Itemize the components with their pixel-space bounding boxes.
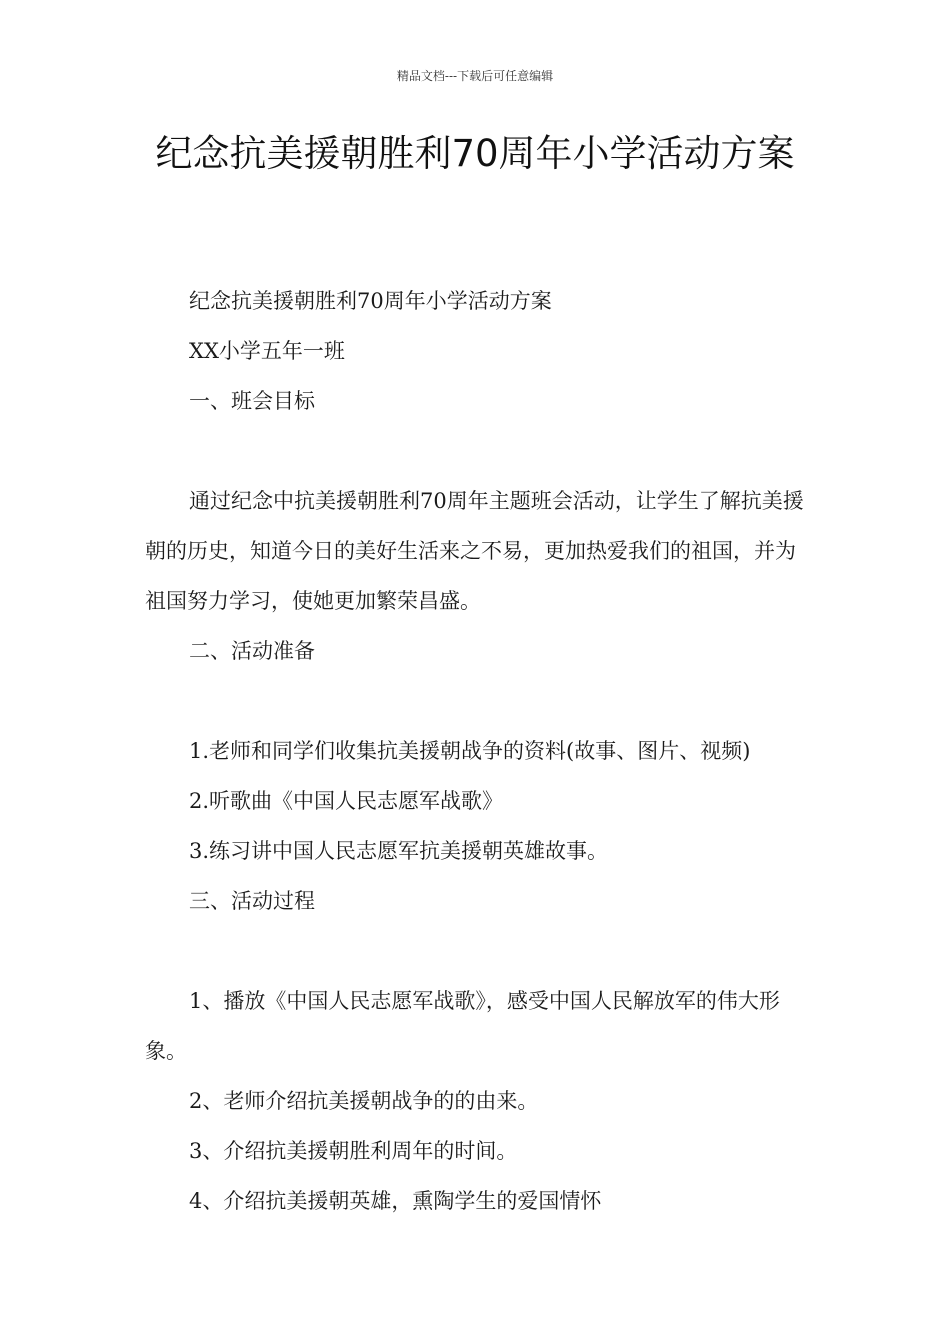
section-heading-process: 三、活动过程: [189, 889, 315, 913]
list-item-process-3: 3、介绍抗美援朝胜利周年的时间。: [189, 1139, 518, 1163]
blank-line: [145, 676, 807, 726]
blank-line: [145, 926, 807, 976]
document-title: 纪念抗美援朝胜利70周年小学活动方案: [155, 132, 795, 175]
list-item-process-4: 4、介绍抗美援朝英雄，熏陶学生的爱国情怀: [189, 1189, 602, 1213]
blank-line: [145, 426, 807, 476]
section-heading-goals: 一、班会目标: [189, 389, 315, 413]
list-item-preparation-3: 3.练习讲中国人民志愿军抗美援朝英雄故事。: [189, 839, 609, 863]
paragraph-goals: 通过纪念中抗美援朝胜利70周年主题班会活动，让学生了解抗美援朝的历史，知道今日的美好生活来之不易，更加热爱我们的祖国，并为祖国努力学习，使她更加繁荣昌盛。: [145, 489, 804, 613]
document-body: [145, 276, 807, 1226]
list-item-preparation-1: 1.老师和同学们收集抗美援朝战争的资料(故事、图片、视频): [189, 739, 751, 763]
paragraph-class-name: XX小学五年一班: [189, 339, 345, 363]
list-item-process-1: 1、播放《中国人民志愿军战歌》，感受中国人民解放军的伟大形象。: [145, 989, 780, 1063]
list-item-process-2: 2、老师介绍抗美援朝战争的的由来。: [189, 1089, 539, 1113]
section-heading-preparation: 二、活动准备: [189, 639, 315, 663]
paragraph-subtitle: 纪念抗美援朝胜利70周年小学活动方案: [189, 289, 552, 313]
header-note: 精品文档---下载后可任意编辑: [396, 69, 554, 83]
list-item-preparation-2: 2.听歌曲《中国人民志愿军战歌》: [189, 789, 504, 813]
